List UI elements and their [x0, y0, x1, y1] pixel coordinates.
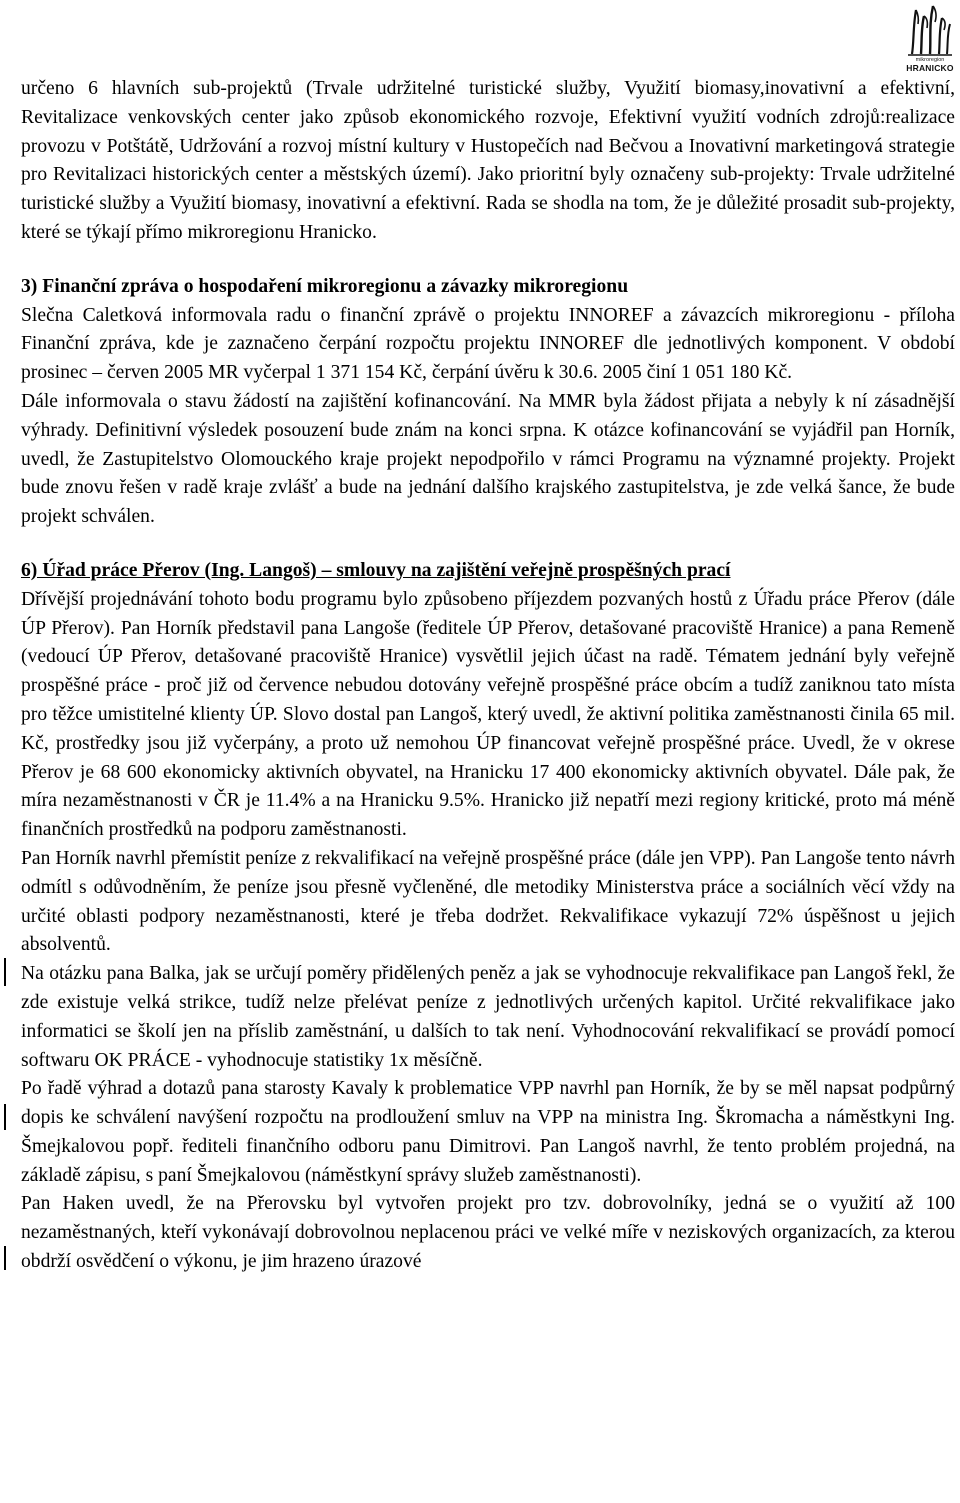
section-3-paragraph-2: Dále informovala o stavu žádostí na zajištění kofinancování. Na MMR byla žádost přijata a nebyly k ní zásadnější výhrady. Definitivní výsledek posouzení bude znám na konci srpna. K otázce kofinancování se vyjádřil pan Horník, uvedl, že Zastupitelstvo Olomouckého kraje projekt nepodpořilo v rámci Programu na významné projekty. Projekt bude znovu řešen v radě kraje zvlášť a bude na jednání dalšího krajského zastupitelstva, je zde velká šance, že bude projekt schválen. [21, 390, 955, 528]
change-bar [4, 1104, 6, 1130]
section-3-heading: 3) Finanční zpráva o hospodaření mikroregionu a závazky mikroregionu [21, 275, 629, 297]
document-body [21, 75, 955, 1277]
logo-text-hranicko: HRANICKO [906, 63, 954, 73]
section-6 [21, 557, 955, 1277]
mikroregion-hranicko-logo [906, 4, 954, 74]
intro-paragraph: určeno 6 hlavních sub-projektů (Trvale udržitelné turistické služby, Využití biomasy,inovativní a efektivní, Revitalizace venkovských center jako způsob ekonomického rozvoje, Efektivní využití vodních zdrojů:realizace provozu v Potštátě, Udržování a rozvoj místní kultury v Hustopečích nad Bečvou a Inovativní marketingová strategie pro Revitalizaci historických center a městských území). Jako prioritní byly označeny sub-projekty: Trvale udržitelné turistické služby a Využití biomasy, inovativní a efektivní. Rada se shodla na tom, že je důležité prosadit sub-projekty, které se týkají přímo mikroregionu Hranicko. [21, 78, 955, 243]
section-6-paragraph-3: Na otázku pana Balka, jak se určují poměry přidělených peněz a jak se vyhodnocuje rekvalifikace pan Langoš řekl, že zde existuje velká strikce, tudíž nelze přelévat peníze z jednotlivých určených kapitol. Určité rekvalifikace jako informatici se školí jen na příslib zaměstnání, u dalších to tak není. Vyhodnocování rekvalifikací se provádí pomocí softwaru OK PRÁCE - vyhodnocuje statistiky 1x měsíčně. [21, 963, 955, 1071]
section-6-paragraph-4: Po řadě výhrad a dotazů pana starosty Kavaly k problematice VPP navrhl pan Horník, že by se měl napsat podpůrný dopis ke schválení navýšení rozpočtu na prodloužení smluv na VPP na ministra Ing. Škromacha a náměstkyni Ing. Šmejkalovou popř. řediteli finančního odboru panu Dimitrovi. Pan Langoš navrhl, že tento problém projedná, na základě zápisu, s paní Šmejkalovou (náměstkyní správy služeb zaměstnanosti). [21, 1078, 955, 1186]
change-bar [4, 1246, 6, 1270]
logo-text-mikroregion: mikroregion [915, 57, 945, 63]
section-6-paragraph-1: Dřívější projednávání tohoto bodu programu bylo způsobeno příjezdem pozvaných hostů z Úřadu práce Přerov (dále ÚP Přerov). Pan Horník představil pana Langoše (ředitele ÚP Přerov, detašované pracoviště Hranice) a pana Remeně (vedoucí ÚP Přerov, detašované pracoviště Hranice) vysvětlil jejich účast na radě. Tématem jednání byly veřejně prospěšné práce - proč již od července nebudou dotovány veřejně prospěšné práce obcím a tudíž zaniknou tato místa pro těžce umistitelné klienty ÚP. Slovo dostal pan Langoš, který uvedl, že aktivní politika zaměstnanosti činila 65 mil. Kč, prostředky jsou již vyčerpány, a proto už nemohou ÚP financovat veřejně prospěšné práce. Uvedl, že v okrese Přerov je 68 600 ekonomicky aktivních obyvatel, na Hranicku 17 400 ekonomicky aktivních obyvatel. Dále pak, že míra nezaměstnanosti v ČR je 11.4% a na Hranicku 9.5%. Hranicko již nepatří mezi regiony kritické, proto má méně finančních prostředků na podporu zaměstnanosti. [21, 588, 955, 841]
logo-emblem [906, 4, 954, 56]
section-3-paragraph-1: Slečna Caletková informovala radu o finanční zprávě o projektu INNOREF a závazcích mikroregionu - příloha Finanční zpráva, kde je zaznačeno čerpání rozpočtu projektu INNOREF dle jednotlivých komponent. V období prosinec – červen 2005 MR vyčerpal 1 371 154 Kč, čerpání úvěru k 30.6. 2005 činí 1 051 180 Kč. [21, 304, 955, 384]
section-3 [21, 273, 955, 532]
section-6-paragraph-2: Pan Horník navrhl přemístit peníze z rekvalifikací na veřejně prospěšné práce (dále jen VPP). Pan Langoše tento návrh odmítl s odůvodněním, že peníze jsou přesně vyčleněné, dle metodiky Ministerstva práce a sociálních věcí vždy na určité oblasti podpory nezaměstnanosti, které je třeba dodržet. Rekvalifikace vykazují 72% úspěšnost u jejich absolventů. [21, 847, 955, 956]
section-6-paragraph-5: Pan Haken uvedl, že na Přerovsku byl vytvořen projekt pro tzv. dobrovolníky, jedná se o využití až 100 nezaměstnaných, kteří vykonávají dobrovolnou neplacenou práci ve velké míře v neziskových organizacích, za kterou obdrží osvědčení o výkonu, je jim hrazeno úrazové [21, 1193, 955, 1273]
change-bar [4, 958, 6, 986]
section-6-heading: 6) Úřad práce Přerov (Ing. Langoš) – smlouvy na zajištění veřejně prospěšných prací [21, 559, 731, 581]
